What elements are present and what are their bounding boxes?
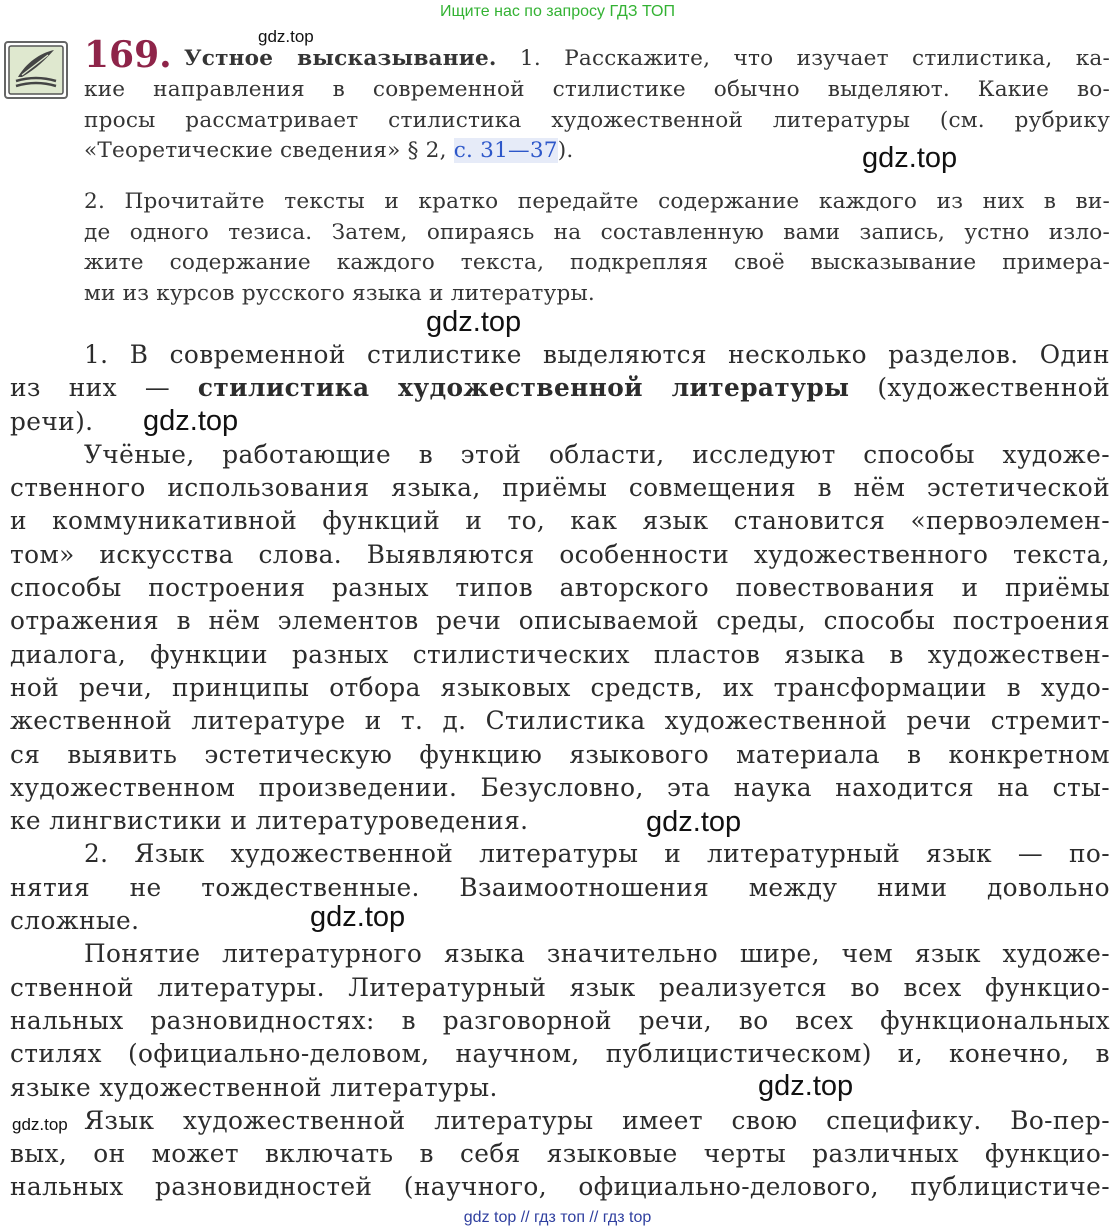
top-banner: Ищите нас по запросу ГДЗ ТОП [440, 3, 675, 20]
text-line: отражения в нём элементов речи описываемой среды, способы построения [10, 606, 1110, 636]
text-fragment: (художественной [849, 373, 1110, 403]
text-line: вых, он может включать в себя языковые черты различных функцио- [10, 1139, 1110, 1169]
watermark: gdz.top [12, 1115, 68, 1134]
watermark: gdz.top [862, 142, 958, 174]
watermark: gdz.top [758, 1070, 854, 1102]
text-line: речи). [10, 406, 94, 436]
watermark: gdz.top [310, 901, 406, 933]
text-line: том» искусства слова. Выявляются особенности художественного текста, [10, 539, 1110, 569]
bottom-banner: gdz top // гдз топ // гдз top [463, 1209, 652, 1226]
text-line: ной речи, принципы отбора языковых средств, их трансформации в худо- [10, 672, 1110, 702]
text-1 [10, 338, 1110, 1204]
text-line: 2. Язык художественной литературы и литературный язык — по- [84, 839, 1110, 869]
task-line-text: ). [557, 138, 574, 164]
task-line: де одного тезиса. Затем, опираясь на составленную вами запись, устно изло- [84, 219, 1110, 245]
text-line: нятия не тождественные. Взаимоотношения между ними довольно [10, 872, 1110, 902]
task-line: ми из курсов русского языка и литературы. [84, 280, 595, 306]
task-line: 1. Расскажите, что изучает стилистика, ка- [519, 46, 1110, 71]
task-part2 [84, 187, 1110, 309]
task-line-text: «Теоретические сведения» § 2, [84, 138, 454, 164]
text-line: художественном произведении. Безусловно, эта наука находится на сты- [10, 772, 1110, 802]
task-part1-first-line [184, 44, 1110, 75]
text-line: Язык художественной литературы имеет свою специфику. Во-пер- [84, 1105, 1110, 1135]
text-line: 1. В современной стилистике выделяются несколько разделов. Один [84, 340, 1110, 369]
watermark: gdz.top [258, 27, 314, 46]
text-line [10, 371, 1110, 404]
watermark: gdz.top [646, 806, 742, 838]
text-line: ственного использования языка, приёмы совмещения в нём эстетической [10, 473, 1110, 503]
text-fragment: из них — [10, 373, 198, 403]
watermark: gdz.top [143, 405, 239, 437]
text-line: стилях (официально-деловом, научном, публицистическом) и, конечно, в [10, 1039, 1110, 1069]
text-line: сложные. [10, 906, 140, 936]
text-line: и коммуникативной функций и то, как язык становится «первоэлемен- [10, 506, 1110, 536]
task-line: жите содержание каждого текста, подкрепляя своё высказывание примера- [84, 250, 1110, 276]
text-line: Учёные, работающие в этой области, исследуют способы художе- [84, 439, 1110, 469]
task-line: 2. Прочитайте тексты и кратко передайте содержание каждого из них в ви- [84, 189, 1110, 214]
task-line: кие направления в современной стилистике обычно выделяют. Какие во- [84, 77, 1110, 102]
text-line: нальных разновидностей (научного, официально-делового, публицистиче- [10, 1172, 1110, 1202]
text-line: диалога, функции разных стилистических пластов языка в художествен- [10, 639, 1110, 669]
task-number: 169. [84, 34, 172, 76]
watermark: gdz.top [426, 306, 522, 338]
text-line: нальных разновидностях: в разговорной речи, во всех функциональных [10, 1005, 1110, 1035]
page-reference-link[interactable]: с. 31—37 [453, 138, 558, 164]
text-line: жественной литературе и т. д. Стилистика художественной речи стремит- [10, 706, 1110, 736]
text-line: Понятие литературного языка значительно шире, чем язык художе- [84, 939, 1110, 969]
text-line: ственной литературы. Литературный язык реализуется во всех функцио- [10, 972, 1110, 1002]
task-heading: Устное высказывание. [184, 46, 497, 71]
task-line: просы рассматривает стилистика художественной литературы (см. рубрику [84, 107, 1110, 133]
text-line: ся выявить эстетическую функцию языкового материала в конкретном [10, 739, 1110, 769]
text-line: ке лингвистики и литературоведения. [10, 806, 529, 836]
text-line: способы построения разных типов авторского повествования и приёмы [10, 573, 1110, 603]
book-quill-icon [4, 41, 68, 99]
text-line: языке художественной литературы. [10, 1072, 498, 1102]
bold-term: стилистика художественной литературы [197, 373, 850, 403]
